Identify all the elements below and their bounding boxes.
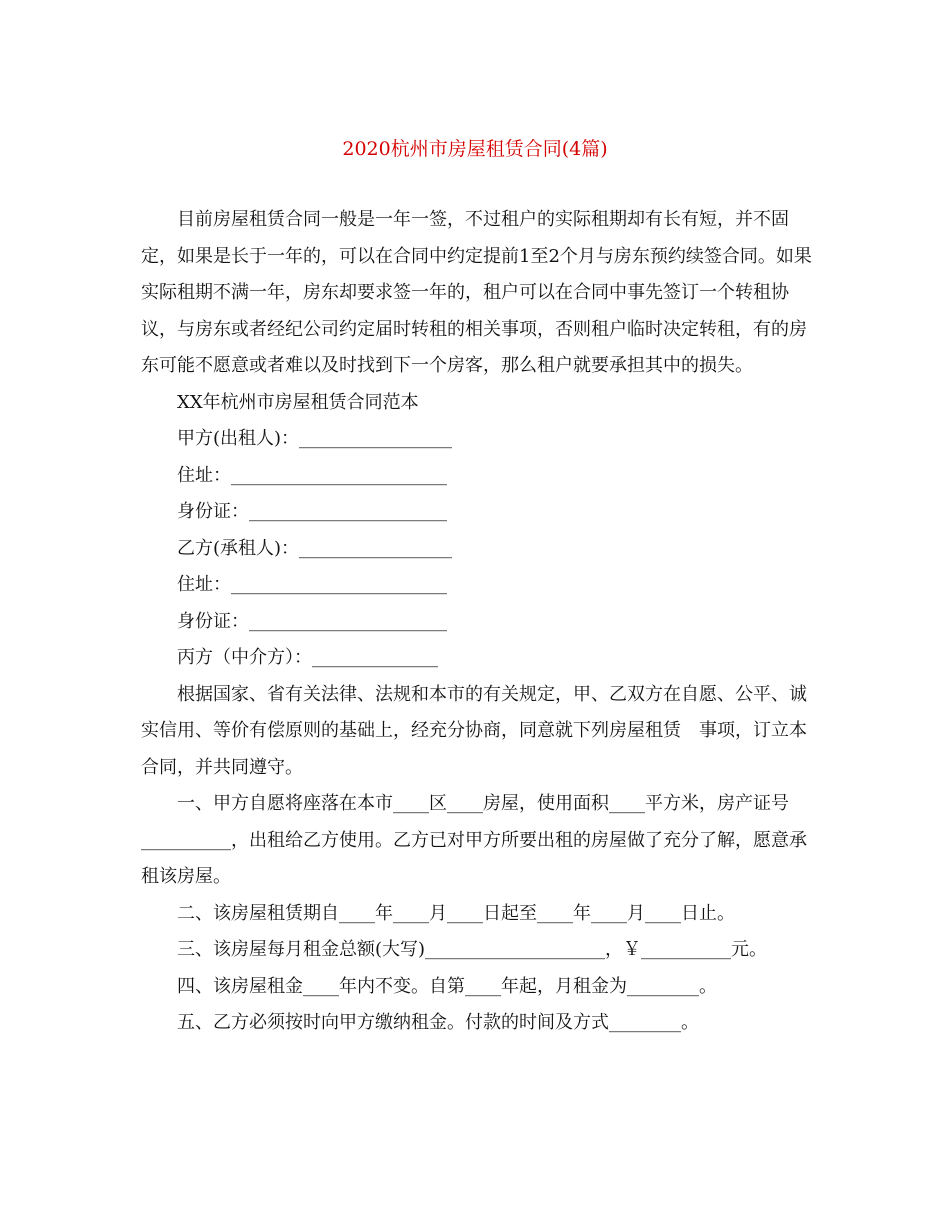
document-body (141, 202, 813, 1042)
party-b-id-line: 身份证：______________________ (177, 610, 447, 632)
party-b-line: 乙方(承租人)：_________________ (177, 537, 453, 559)
party-c-line: 丙方（中介方）：______________ (177, 647, 438, 668)
clause-4: 四、该房屋租金____年内不变。自第____年起，月租金为________。 (177, 975, 717, 997)
document-title: 2020杭州市房屋租赁合同(4篇) (342, 138, 608, 160)
preamble-paragraph: 根据国家、省有关法律、法规和本市的有关规定，甲、乙双方在自愿、公平、诚实信用、等价有偿原则的基础上，经充分协商，同意就下列房屋租赁 事项，订立本合同，并共同遵守。 (141, 683, 807, 778)
clause-3: 三、该房屋每月租金总额(大写)____________________，￥__________元。 (177, 939, 768, 960)
party-a-line: 甲方(出租人)：_________________ (177, 428, 453, 449)
party-a-id-line: 身份证：______________________ (177, 501, 447, 522)
clause-1: 一、甲方自愿将座落在本市____区____房屋，使用面积____平方米，房产证号__________，出租给乙方使用。乙方已对甲方所要出租的房屋做了充分了解，愿意承租该房屋。 (141, 793, 807, 887)
party-b-address-line: 住址：________________________ (177, 574, 447, 595)
party-a-address-line: 住址：________________________ (177, 464, 447, 486)
clause-2: 二、该房屋租赁期自____年____月____日起至____年____月____日止。 (177, 902, 735, 924)
clause-5: 五、乙方必须按时向甲方缴纳租金。付款的时间及方式________。 (177, 1012, 699, 1033)
sample-title: XX年杭州市房屋租赁合同范本 (177, 391, 419, 413)
intro-paragraph: 目前房屋租赁合同一般是一年一签，不过租户的实际租期却有长有短，并不固定，如果是长于一年的，可以在合同中约定提前1至2个月与房东预约续签合同。如果实际租期不满一年，房东却要求签一年的，租户可以在合同中事先签订一个转租协议，与房东或者经纪公司约定届时转租的相关事项，否则租户临时决定转租，有的房东可能不愿意或者难以及时找到下一个房客，那么租户就要承担其中的损失。 (141, 209, 812, 376)
